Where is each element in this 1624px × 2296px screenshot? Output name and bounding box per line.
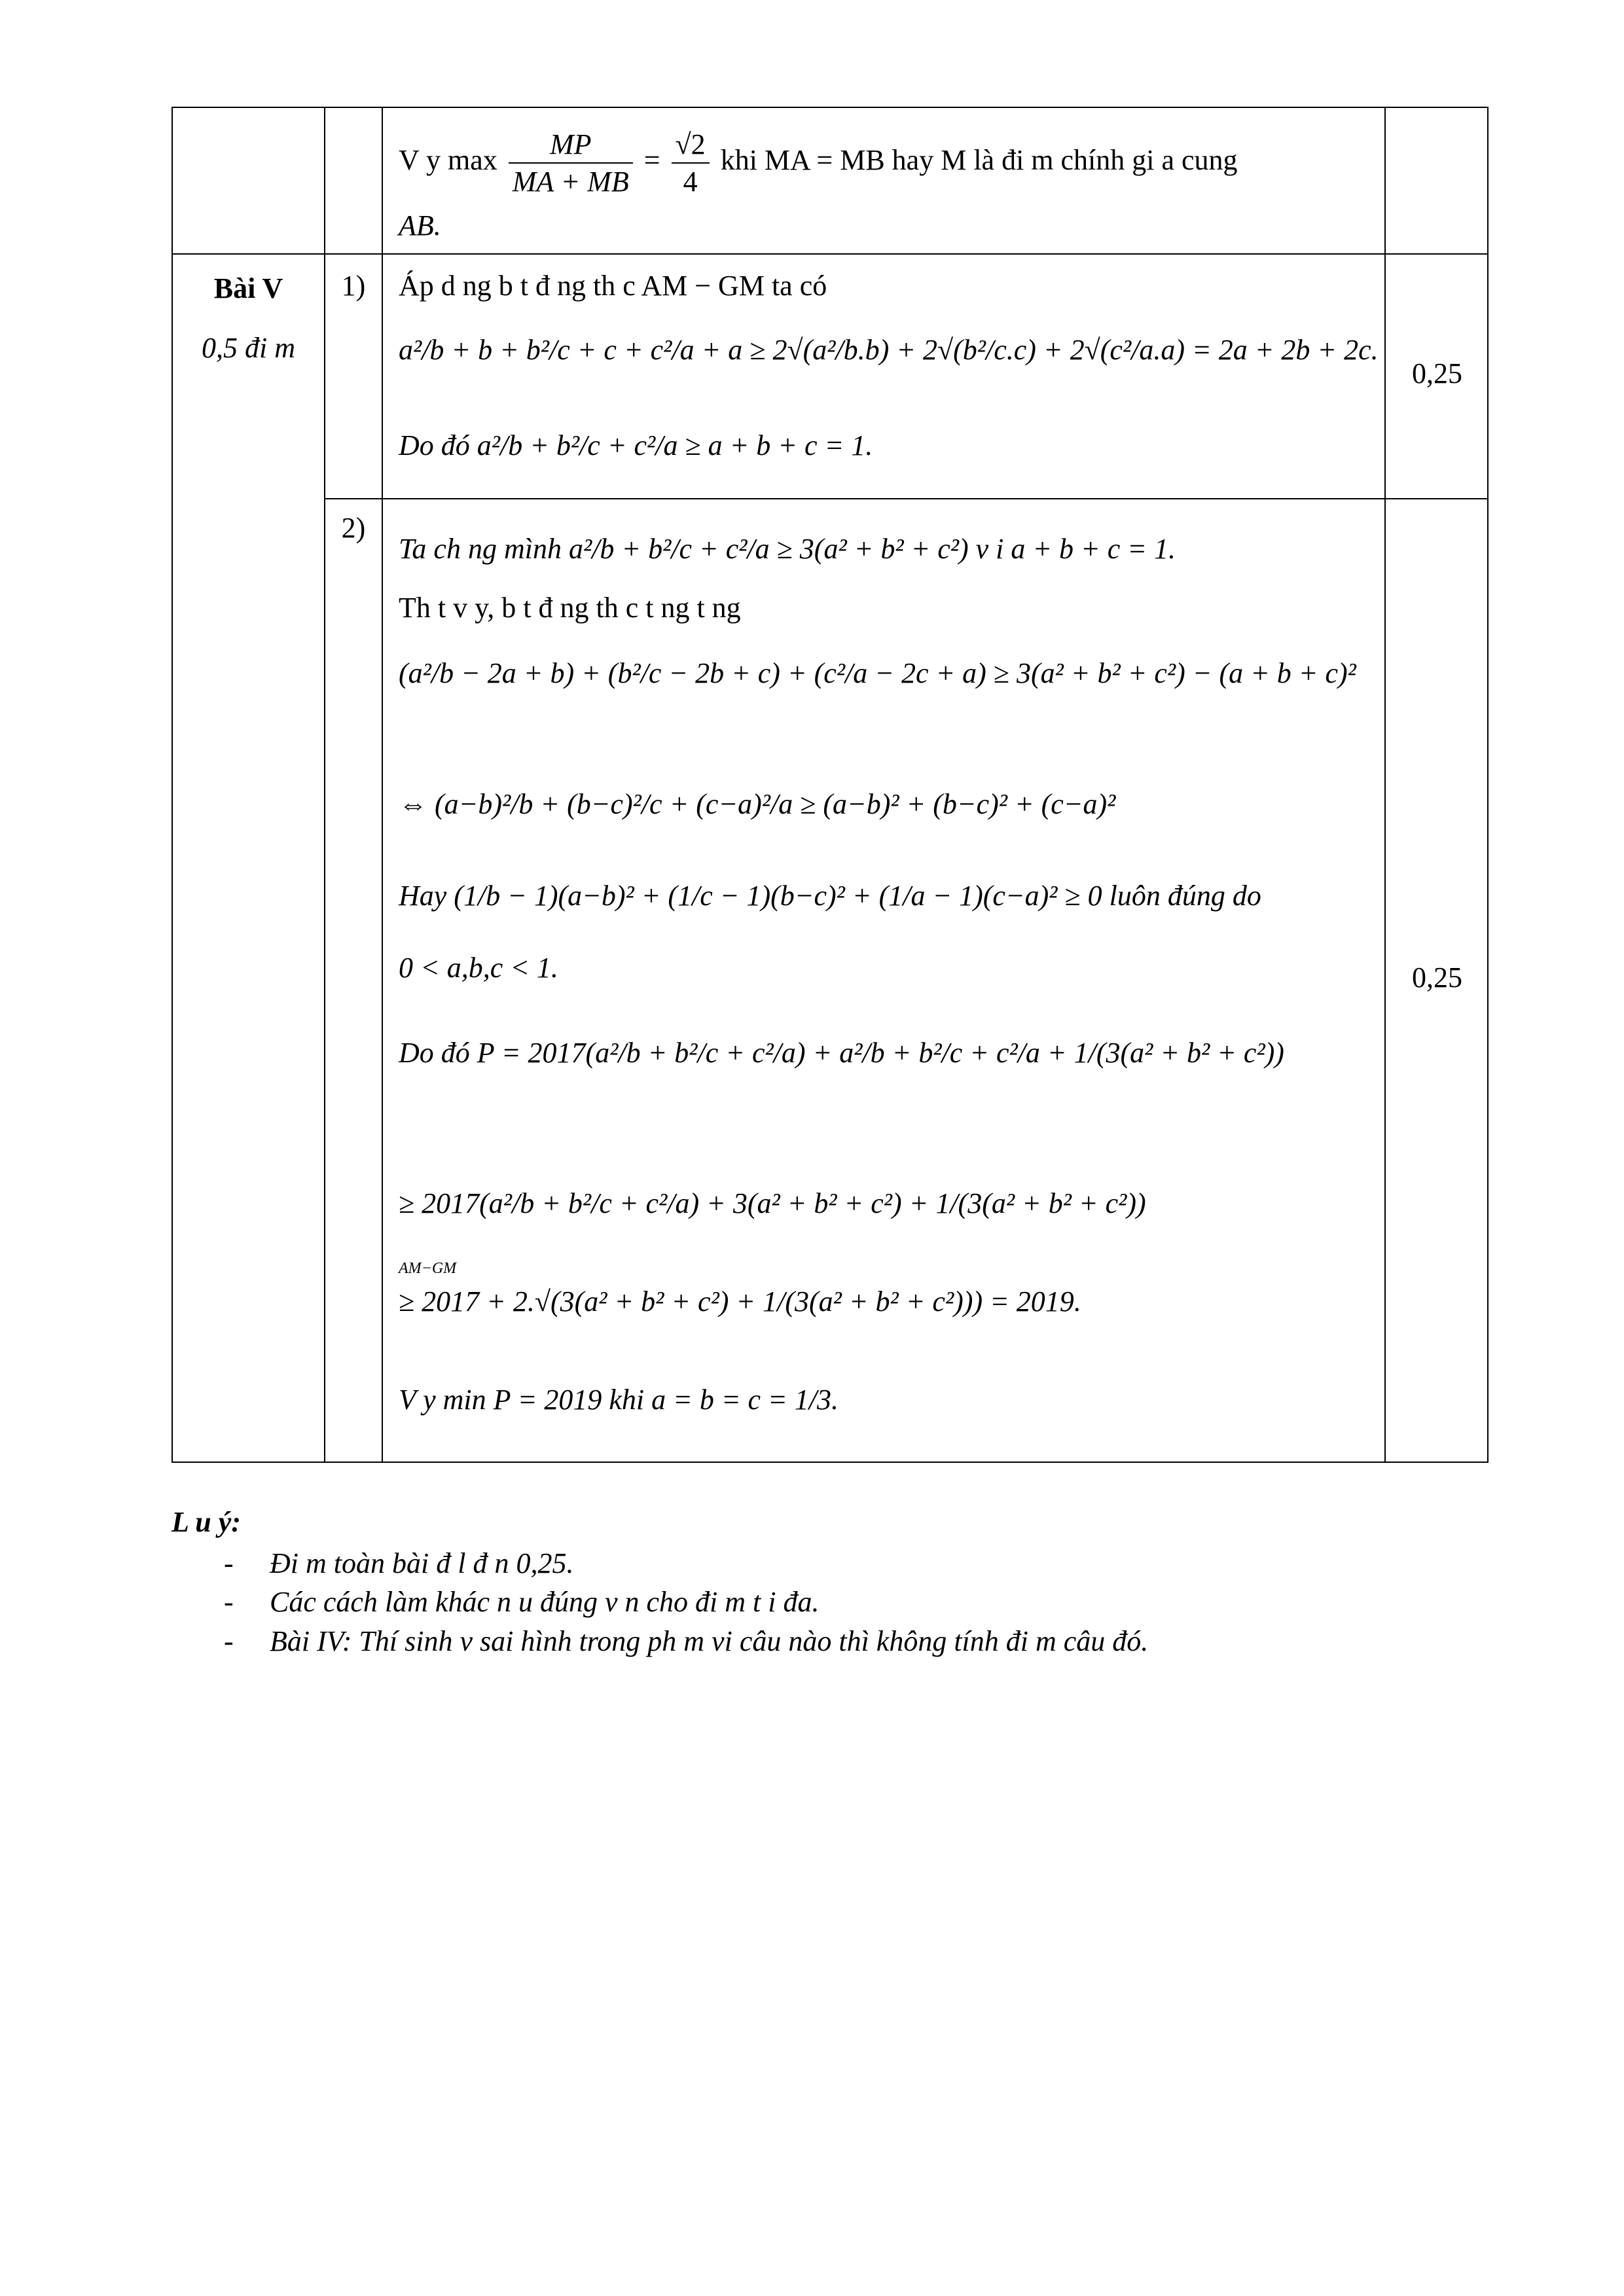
part1-conclusion: Do đó a²/b + b²/c + c²/a ≥ a + b + c = 1. bbox=[399, 429, 873, 461]
rhs-numerator: √2 bbox=[672, 126, 710, 164]
frac-denominator: MA + MB bbox=[512, 166, 629, 198]
cell-empty-2 bbox=[325, 107, 382, 254]
part2-line6: 0 < a,b,c < 1. bbox=[399, 952, 558, 984]
conclusion-suffix: khi MA = MB hay M là đi m chính gi a cung bbox=[720, 144, 1238, 177]
notes-list bbox=[171, 1544, 1148, 1660]
part2-line1: Ta ch ng mình a²/b + b²/c + c²/a ≥ 3(a² + b² + c²) v i a + b + c = 1. bbox=[399, 533, 1176, 565]
frac-numerator: MP bbox=[509, 126, 633, 164]
part2-score: 0,25 bbox=[1412, 961, 1462, 994]
table-row-part2 bbox=[172, 499, 1488, 1462]
part2-line7: Do đó P = 2017(a²/b + b²/c + c²/a) + a²/b + b²/c + c²/a + 1/(3(a² + b² + c²)) bbox=[399, 1037, 1284, 1069]
part2-line4: ⇔ (a−b)²/b + (b−c)²/c + (c−a)²/a ≥ (a−b)² + (b−c)² + (c−a)² bbox=[399, 788, 1116, 820]
mp-fraction bbox=[509, 126, 633, 200]
cell-part2-content bbox=[382, 499, 1385, 1462]
note-item: - Đi m toàn bài đ l đ n 0,25. bbox=[171, 1544, 1148, 1583]
note-item: - Bài IV: Thí sinh v sai hình trong ph m vi câu nào thì không tính đi m câu đó. bbox=[171, 1622, 1148, 1660]
notes-section bbox=[171, 1505, 1148, 1660]
bai5-points: 0,5 đi m bbox=[202, 332, 295, 364]
part1-inequality: a²/b + b + b²/c + c + c²/a + a ≥ 2√(a²/b.b) + 2√(b²/c.c) + 2√(c²/a.a) = 2a + 2b + 2c. bbox=[399, 334, 1379, 366]
solution-table bbox=[171, 107, 1489, 1463]
part1-intro: Áp d ng b t đ ng th c AM − GM ta có bbox=[399, 270, 827, 302]
cell-bai5 bbox=[172, 254, 325, 1462]
cell-conclusion bbox=[382, 107, 1385, 254]
part2-line3: (a²/b − 2a + b) + (b²/c − 2b + c) + (c²/a − 2c + a) ≥ 3(a² + b² + c²) − (a + b + c)² bbox=[399, 657, 1356, 689]
part2-line5: Hay (1/b − 1)(a−b)² + (1/c − 1)(b−c)² + (1/a − 1)(c−a)² ≥ 0 luôn đúng do bbox=[399, 880, 1261, 912]
part1-score: 0,25 bbox=[1412, 357, 1462, 389]
part2-line8: ≥ 2017(a²/b + b²/c + c²/a) + 3(a² + b² + c²) + 1/(3(a² + b² + c²)) bbox=[399, 1187, 1146, 1219]
bai5-title: Bài V bbox=[213, 272, 283, 304]
cell-part2-label bbox=[325, 499, 382, 1462]
cell-part1-score bbox=[1385, 254, 1488, 499]
notes-heading: L u ý: bbox=[171, 1506, 241, 1538]
rhs-denominator: 4 bbox=[683, 166, 698, 198]
table-row-part1 bbox=[172, 254, 1488, 499]
cell-part1-content bbox=[382, 254, 1385, 499]
cell-part2-score bbox=[1385, 499, 1488, 1462]
conclusion-line2: AB. bbox=[399, 209, 441, 242]
part2-line9: ≥ 2017 + 2.√(3(a² + b² + c²) + 1/(3(a² + b² + c²))) = 2019. bbox=[399, 1285, 1081, 1318]
rhs-fraction bbox=[672, 126, 710, 200]
equals-sign: = bbox=[643, 144, 660, 177]
note-item: - Các cách làm khác n u đúng v n cho đi m t i đa. bbox=[171, 1583, 1148, 1621]
part2-label: 2) bbox=[341, 512, 366, 544]
conclusion-prefix: V y max bbox=[399, 144, 497, 177]
table-row-conclusion bbox=[172, 107, 1488, 254]
part1-label: 1) bbox=[341, 270, 366, 302]
cell-empty-1 bbox=[172, 107, 325, 254]
part2-line2: Th t v y, b t đ ng th c t ng t ng bbox=[399, 592, 741, 624]
amgm-label: AM−GM bbox=[399, 1260, 457, 1277]
cell-part1-label bbox=[325, 254, 382, 499]
part2-line10: V y min P = 2019 khi a = b = c = 1/3. bbox=[399, 1384, 839, 1416]
cell-score-empty bbox=[1385, 107, 1488, 254]
